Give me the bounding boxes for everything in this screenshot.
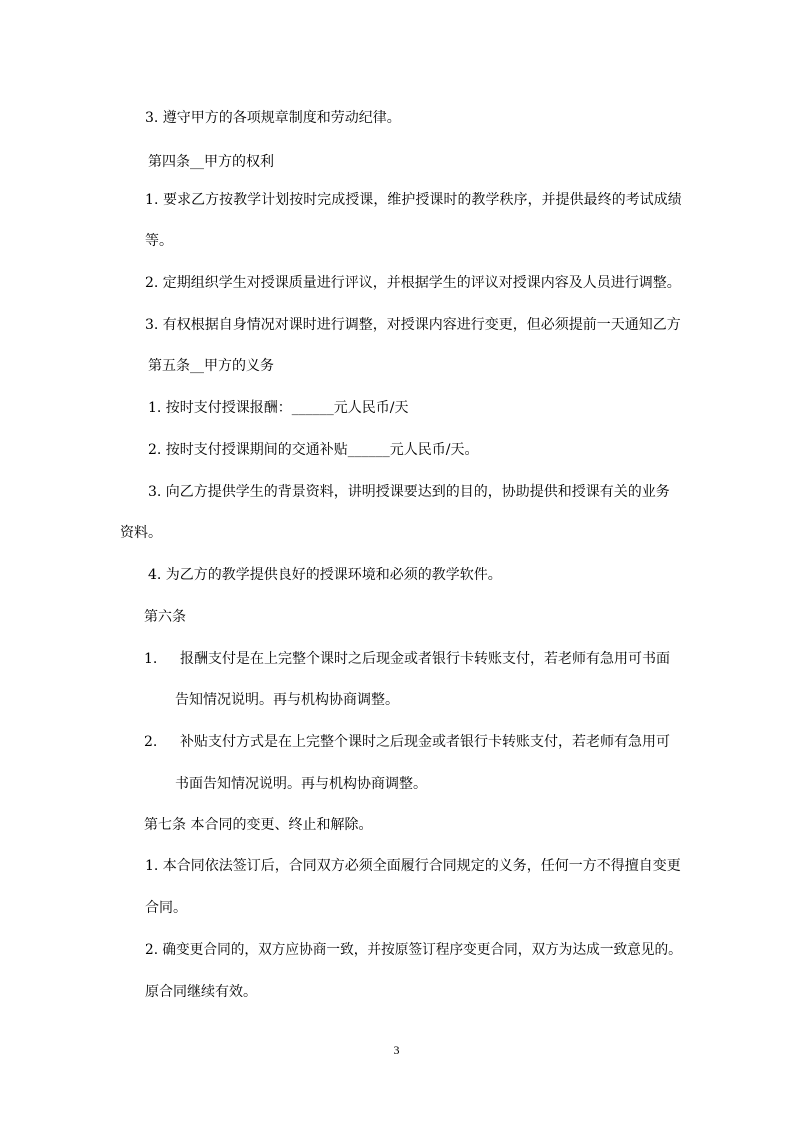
article-6-heading: 第六条 (144, 609, 186, 625)
clause-6-1-number: 1. (144, 651, 158, 667)
clause-6-2-number: 2. (144, 734, 158, 750)
clause-5-3-cont: 资料。 (120, 525, 162, 541)
clause-6-2: 补贴支付方式是在上完整个课时之后现金或者银行卡转账支付，若老师有急用可 (180, 734, 670, 750)
clause-4-1: 1. 要求乙方按教学计划按时完成授课，维护授课时的教学秩序，并提供最终的考试成绩 (145, 192, 682, 208)
clause-5-1: 1. 按时支付授课报酬：______元人民币/天 (148, 400, 409, 416)
clause-6-2-cont: 书面告知情况说明。再与机构协商调整。 (175, 776, 427, 792)
clause-4-2: 2. 定期组织学生对授课质量进行评议，并根据学生的评议对授课内容及人员进行调整。 (145, 275, 681, 291)
clause-6-1: 报酬支付是在上完整个课时之后现金或者银行卡转账支付，若老师有急用可书面 (180, 651, 670, 667)
clause-6-1-cont: 告知情况说明。再与机构协商调整。 (175, 692, 399, 708)
clause-5-2: 2. 按时支付授课期间的交通补贴______元人民币/天。 (148, 442, 479, 458)
clause-5-4: 4. 为乙方的教学提供良好的授课环境和必须的教学软件。 (148, 567, 502, 583)
clause-7-1: 1. 本合同依法签订后，合同双方必须全面履行合同规定的义务，任何一方不得擅自变更 (145, 858, 681, 874)
clause-7-1-cont: 合同。 (145, 900, 187, 916)
clause-7-2-cont: 原合同继续有效。 (145, 984, 257, 1000)
clause-4-1-cont: 等。 (145, 233, 173, 249)
clause-7-2: 2. 确变更合同的，双方应协商一致，并按原签订程序变更合同，双方为达成一致意见的。 (145, 942, 682, 958)
article-5-heading: 第五条__甲方的义务 (148, 358, 274, 374)
article-7-heading: 第七条 本合同的变更、终止和解除。 (144, 817, 373, 833)
page-number: 3 (393, 1043, 400, 1057)
clause-3-3: 3. 遵守甲方的各项规章制度和劳动纪律。 (145, 110, 401, 126)
clause-4-3: 3. 有权根据自身情况对课时进行调整，对授课内容进行变更，但必须提前一天通知乙方 (145, 317, 681, 333)
article-4-heading: 第四条__甲方的权利 (148, 154, 274, 170)
clause-5-3: 3. 向乙方提供学生的背景资料，讲明授课要达到的目的，协助提供和授课有关的业务 (148, 484, 670, 500)
